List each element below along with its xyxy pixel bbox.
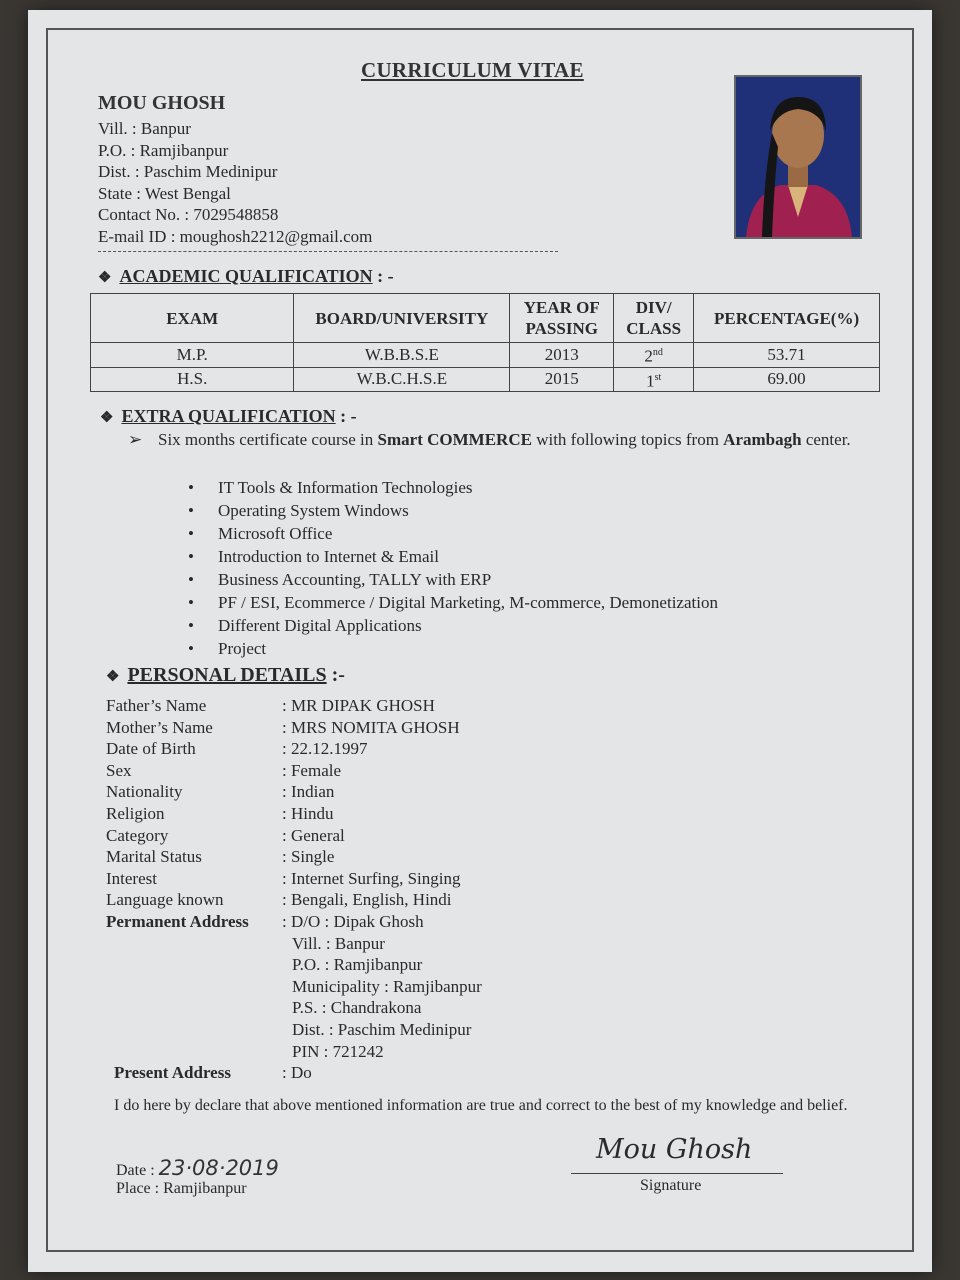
cv-paper: CURRICULUM VITAE MOU GHOSH Vill. : Banpur P.O. : Ramjibanpur Dist. : Paschim Medinipur State : West Bengal Contact No. : 7029548858 E-mail ID : moughosh2212@gmail.com ❖ ACADEMIC QUALIFICATION : - EXAM BOARD/UNIVERSITY YEAR OF PASSING DIV/ CLASS PERCENTAGE(%) M.P. W.B.B.S.E 2013 2nd 53.71 H.S. W.B.C.H.S.E 2015 1st 69.00 ❖ EXTRA QUALIFICATION : - ➢ Six months certificate course in Smart COMMERCE with following topics from Arambagh center. • IT Tools & Information Technologies • Operating System Windows • Microsoft Office • Introduction to Internet & Email • Business Accounting, TALLY with ERP • PF / ESI, Ecommerce / Digital Marketing, M-commerce, Demonetization • Different Digital Applications • Project ❖ PERSONAL DETAILS :- Father’s Name : MR DIPAK GHOSH Mother’s Name : MRS NOMITA GHOSH Date of Birth : 22.12.1997 Sex : Female Nationality : Indian Religion : Hindu Category : General Marital Status : Single Interest : Internet Surfing, Singing Language known : Bengali, English, Hindi Permanent Address : D/O : Dipak Ghosh Vill. : Banpur P.O. : Ramjibanpur Municipality : Ramjibanpur P.S. : Chandrakona Dist. : Paschim Medinipur PIN : 721242 Present Address : Do I do here by declare that above mentioned information are true and correct to the best of my knowledge and belief. Date : 23·08·2019 Place : Ramjibanpur Mou Ghosh Signature	[28, 10, 932, 1272]
col-year: YEAR OF PASSING	[510, 294, 614, 343]
contact-district: Dist. : Paschim Medinipur	[98, 162, 278, 181]
list-item: • Operating System Windows	[218, 499, 718, 522]
contact-email: E-mail ID : moughosh2212@gmail.com	[98, 226, 373, 246]
diamond-bullet-icon: ❖	[106, 669, 120, 685]
col-div: DIV/ CLASS	[614, 294, 694, 343]
list-item: • IT Tools & Information Technologies	[218, 476, 718, 499]
handwritten-date: 23·08·2019	[158, 1156, 279, 1180]
place-line: Place : Ramjibanpur	[116, 1180, 247, 1197]
contact-phone: Contact No. : 7029548858	[98, 205, 279, 224]
list-item: • Project	[218, 637, 718, 660]
signature-line	[571, 1173, 783, 1174]
table-header-row	[91, 294, 880, 343]
dashed-divider	[98, 251, 558, 252]
academic-heading: ❖ ACADEMIC QUALIFICATION : -	[98, 266, 394, 286]
list-item: • Introduction to Internet & Email	[218, 545, 718, 568]
table-row: M.P. W.B.B.S.E 2013 2nd 53.71	[91, 343, 880, 368]
list-item: • Business Accounting, TALLY with ERP	[218, 568, 718, 591]
list-item: • Microsoft Office	[218, 522, 718, 545]
list-item: • PF / ESI, Ecommerce / Digital Marketing, M-commerce, Demonetization	[218, 591, 718, 614]
extra-intro: ➢ Six months certificate course in Smart COMMERCE with following topics from Arambagh center.	[128, 430, 851, 449]
arrow-bullet-icon: ➢	[128, 430, 143, 449]
contact-post-office: P.O. : Ramjibanpur	[98, 140, 229, 160]
col-exam: EXAM	[91, 294, 294, 343]
applicant-name: MOU GHOSH	[98, 92, 226, 114]
topics-list	[218, 476, 718, 660]
signature-label: Signature	[640, 1177, 702, 1194]
col-percentage: PERCENTAGE(%)	[694, 294, 880, 343]
col-board: BOARD/UNIVERSITY	[294, 294, 510, 343]
handwritten-signature: Mou Ghosh	[596, 1134, 753, 1165]
cv-title: CURRICULUM VITAE	[361, 58, 584, 82]
table-row: H.S. W.B.C.H.S.E 2015 1st 69.00	[91, 367, 880, 392]
list-item: • Different Digital Applications	[218, 614, 718, 637]
extra-heading: ❖ EXTRA QUALIFICATION : -	[100, 406, 357, 426]
declaration: I do here by declare that above mentioned information are true and correct to the best of my knowledge and belief.	[114, 1097, 848, 1114]
contact-village: Vill. : Banpur	[98, 119, 191, 138]
applicant-photo	[734, 75, 862, 239]
contact-state: State : West Bengal	[98, 183, 231, 203]
diamond-bullet-icon: ❖	[98, 270, 112, 286]
contact-block	[98, 118, 372, 247]
personal-heading: ❖ PERSONAL DETAILS :-	[106, 664, 345, 686]
diamond-bullet-icon: ❖	[100, 410, 114, 426]
date-line: Date : 23·08·2019	[116, 1156, 279, 1180]
academic-table	[90, 293, 880, 392]
